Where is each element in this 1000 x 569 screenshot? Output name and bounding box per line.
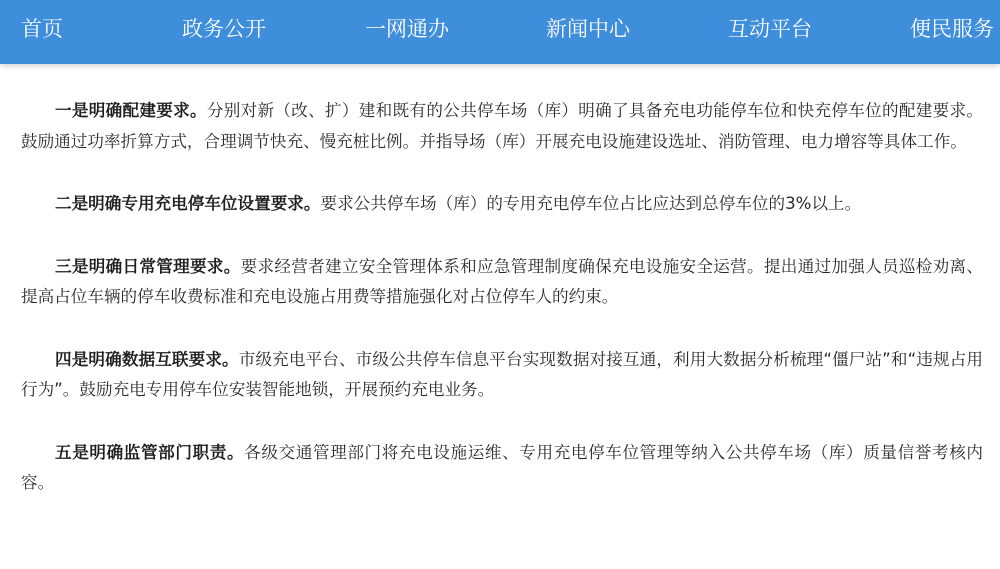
paragraph-text: 各级交通管理部门将充电设施运维、专用充电停车位管理等纳入公共停车场（库）质量信誉考核内容。 <box>21 442 984 492</box>
article-paragraph-1 <box>21 96 983 157</box>
paragraph-lead: 二是明确专用充电停车位设置要求。 <box>55 194 321 213</box>
paragraph-lead: 三是明确日常管理要求。 <box>55 256 241 276</box>
article-paragraph-5 <box>21 438 983 499</box>
nav-item-one-stop-service[interactable]: 一网通办 <box>365 17 449 41</box>
paragraph-lead: 五是明确监管部门职责。 <box>55 442 245 462</box>
paragraph-text: 要求经营者建立安全管理体系和应急管理制度确保充电设施安全运营。提出通过加强人员巡检劝离、提高占位车辆的停车收费标准和充电设施占用费等措施强化对占位停车人的约束。 <box>21 256 983 306</box>
paragraph-text: 市级充电平台、市级公共停车信息平台实现数据对接互通，利用大数据分析梳理“僵尸站”和“违规占用行为”。鼓励充电专用停车位安装智能地锁，开展预约充电业务。 <box>21 349 984 399</box>
article-paragraph-4 <box>21 345 983 406</box>
top-navigation-bar <box>0 0 1000 64</box>
paragraph-text: 要求公共停车场（库）的专用充电停车位占比应达到总停车位的3%以上。 <box>320 194 862 213</box>
paragraph-text: 分别对新（改、扩）建和既有的公共停车场（库）明确了具备充电功能停车位和快充停车位的配建要求。鼓励通过功率折算方式，合理调节快充、慢充桩比例。并指导场（库）开展充电设施建设选址、消防管理、电力增容等具体工作。 <box>21 101 984 151</box>
paragraph-lead: 四是明确数据互联要求。 <box>55 349 239 369</box>
nav-item-government-affairs[interactable]: 政务公开 <box>182 17 266 41</box>
nav-item-convenience-services[interactable]: 便民服务 <box>910 17 994 41</box>
article-paragraph-2 <box>21 189 983 220</box>
nav-item-interaction-platform[interactable]: 互动平台 <box>728 17 812 41</box>
paragraph-lead: 一是明确配建要求。 <box>55 101 207 120</box>
article-body <box>21 96 983 531</box>
nav-item-news-center[interactable]: 新闻中心 <box>546 17 630 41</box>
nav-item-home[interactable]: 首页 <box>21 17 63 41</box>
article-paragraph-3 <box>21 252 983 313</box>
